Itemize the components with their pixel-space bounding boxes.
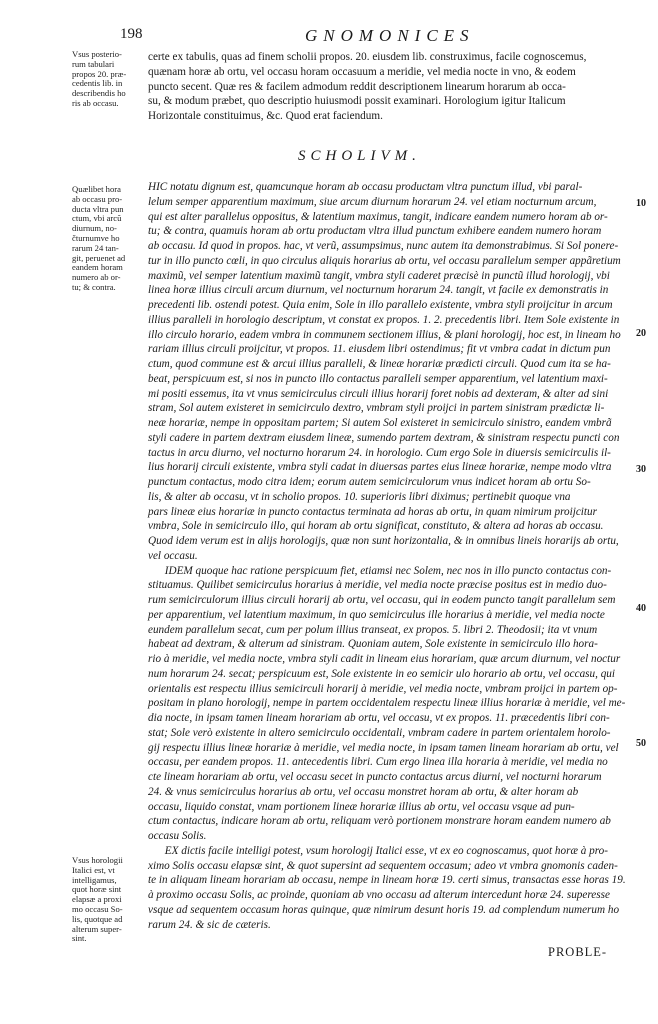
- margin-note-quaelibet-hora: Quælibet hora ab occasu pro- ducta vltra pun ctum, vbi arcũ diurnum, no- čturnumve ho rarum 24 tan- git, peruenet ad eandem horam numero ab or- tu; & contra.: [72, 184, 126, 292]
- page-number: 198: [120, 26, 143, 42]
- scholium-body: [148, 180, 630, 932]
- scholium-heading: SCHOLIVM.: [298, 148, 421, 164]
- intro-text: certe ex tabulis, quas ad finem scholii propos. 20. eiusdem lib. construximus, facile cognoscemus, quænam horæ ab ortu, vel occasu horam occasuum a meridie, vel media nocte in vno, & eodem puncto secent. Quæ res & facilem admodum reddit descriptionem linearum horarum ab occa- su, & modum præbet, quo descriptio huiusmodi possit examinari. Horologium igitur Italicum Horizontale constituimus, &c. Quod erat faciendum.: [148, 51, 587, 122]
- margin-note-posteriorum: Vsus posterio- rum tabulari propos 20. præ- cedentis lib. in describendis ho ris ab occasu.: [72, 49, 127, 108]
- margin-note-vsus-horologii: Vsus horologii Italici est, vt intelligamus, quot horæ sint elapsæ a proxi mo occasu So- lis, quotque ad alterum super- sint.: [72, 855, 123, 944]
- running-title: GNOMONICES: [305, 26, 475, 45]
- page-header: [120, 26, 630, 50]
- line-number-20: 20: [636, 328, 646, 339]
- intro-paragraph: [148, 50, 630, 124]
- scholium-text: HIC notatu dignum est, quamcunque horam ab occasu productam vltra punctum illud, vbi paral- lelum semper apparentium maximum, siue arcum diurnum horarum 24. vel etiam nocturnum arcum, qui est alter parallelus oppositus, & latentium maximus, tangit, indicare eandem numero horam ab or- tu; & contra, quamuis horam ab ortu productam vltra illud punctum exhibere eandem numero horam ab occasu. Id quod in propos. hac, vt verũ, assumpsimus, nunc autem ita demonstrabimus. Si Sol ponere- tur in illo puncto cœli, in quo circulus aliquis horarius ab ortu, vel occasu parallelum semper appãretium maximũ, vel semper latentium maximũ tangit, vmbra styli caderet præcisè in punctũ illud horologij, vbi linea horæ illius circuli arcum diurnum, vel nocturnum horarum 24. tangit, vt facile ex demonstratis in precedenti lib. ostendi potest. Quia enim, Sole in illo parallelo existente, vmbra styli proijcitur in arcum illius paralleli in horologio descriptum, vt constat ex propos. 1. 2. precedentis libri. Item Sole existente in illo circulo horario, eadem vmbra in communem sectionem illius, & plani horologij, hoc est, in lineam ho rariam illius circuli proijcitur, vt propos. 11. eiusdem libri ostendimus; fit vt vmbra cadat in dictum pun ctum, quod commune est & arcui illius paralleli, & lineæ horariæ prædicti circuli. Quod cum ita se ha- beat, perspicuum est, si nos in puncto illo contactus paralleli semper apparentium, vel latentium maxi- mi positi essemus, ita vt vnus semicirculus circuli illius horarij foret nobis ad dexteram, & alter ad sini stram, Sol autem existeret in semicirculo dextro, vmbram styli proijci in partem sinistram prædictæ li- neæ horariæ, nempe in oppositam partem; Si autem Sol existeret in semicirculo sinistro, eandem vmbrã styli cadere in partem dextram eiusdem lineæ, sumendo partem dextram, & sinistram respectu puncti con tactus in arcu diurno, vel nocturno horarum 24. in horologio. Cum ergo Sole in diuersis semicirculis il- lius horarij circuli existente, vmbra styli cadat in diuersas partes eius lineæ horariæ, nempe modo vltra punctum contactus, modo citra idem; eorum autem semicirculorum vnus indicet horam ab ortu So- lis, & alter ab occasu, vt in scholio propos. 10. superioris libri diximus; pertinebit quoque vna pars lineæ eius horariæ in puncto contactus terminata ad horas ab ortu, in quam nimirum proijcitur vmbra, Sole in semicirculo illo, qui horam ab ortu significat, constituto, & altera ad horas ab occasu. Quod idem verum est in alijs horologijs, quæ non sunt horizontalia, & in omnibus lineis horarijs ab ortu, vel occasu. IDEM quoque hac ratione perspicuum fiet, etiamsi nec Solem, nec nos in illo puncto contactus con- stituamus. Quilibet semicirculus horarius à meridie, vel media nocte præcise positus est in medio duo- rum semicirculorum illius circuli horarij ab ortu, vel occasu, qui in eodem puncto tangit parallelum sem per apparentium, vel latentium maximum, in quo semicirculus ille horarius à meridie, vel media nocte eundem parallelum secat, cum per polum illius transeat, ex propos. 5. libri 2. Theodosii; ita vt vnum habeat ad dextram, & alterum ad sinistram. Quoniam autem, Sole existente in semicirculo illo hora- rio à meridie, vel media nocte, vmbra styli cadit in lineam eius horariam, quæ arcum diurnum, vel noctur num horarum 24. secat; perspicuum est, Sole existente in eo semicir ulo horario ab ortu, vel occasu, qui orientalis est respectu illius semicirculi horarij à meridie, vel media nocte, vmbram proijci in partem op- positam in plano horologij, nempe in partem occidentalem respectu lineæ illius horariæ à meridie, vel me- dia nocte, in ipsam tamen lineam horariam ab ortu, vel occasu, vt ex propos. 11. præcedentis libri con- stat; Sole verò existente in altero semicirculo occidentali, vmbram cadere in partem orientalem horolo- gij respectu illius lineæ horariæ à meridie, vel media nocte, in ipsam tamen lineam horariam ab ortu, vel occasu, per eandem propos. 11. antecedentis libri. Cum ergo linea illa horaria à meridie, vel media no cte lineam horariam ab ortu, vel occasu secet in puncto contactus arcus diurni, vel nocturni horarum 24. & vnus semicirculus horarius ab ortu, vel occasu monstret horam ab ortu, & alter horam ab occasu, liquido constat, vnam portionem lineæ horariæ illius ab ortu, vel occasu vsque ad pun- ctum contactus, indicare horam ab ortu, reliquam verò portionem monstrare horam eandem numero ab occasu Solis. EX dictis facile intelligi potest, vsum horologij Italici esse, vt ex eo cognoscamus, quot horæ à pro- ximo Solis occasu elapsæ sint, & quot supersint ad sequentem occasum; adeo vt vmbra gnomonis caden- te in aliquam lineam horariam ab occasu, nempe in lineam horæ 19. certi simus, transactas esse horas 19. à proximo occasu Solis, ac proinde, quoniam ab vno occasu ad alterum intercedunt horæ 24. superesse vsque ad sequentem occasum horas quinque, quæ nimirum desunt horis 19. ad complendum numerum ho rarum 24. & sic de cæteris.: [148, 181, 626, 931]
- line-number-40: 40: [636, 603, 646, 614]
- catchword: PROBLE-: [548, 945, 608, 959]
- line-number-10: 10: [636, 198, 646, 209]
- line-number-50: 50: [636, 738, 646, 749]
- line-number-30: 30: [636, 464, 646, 475]
